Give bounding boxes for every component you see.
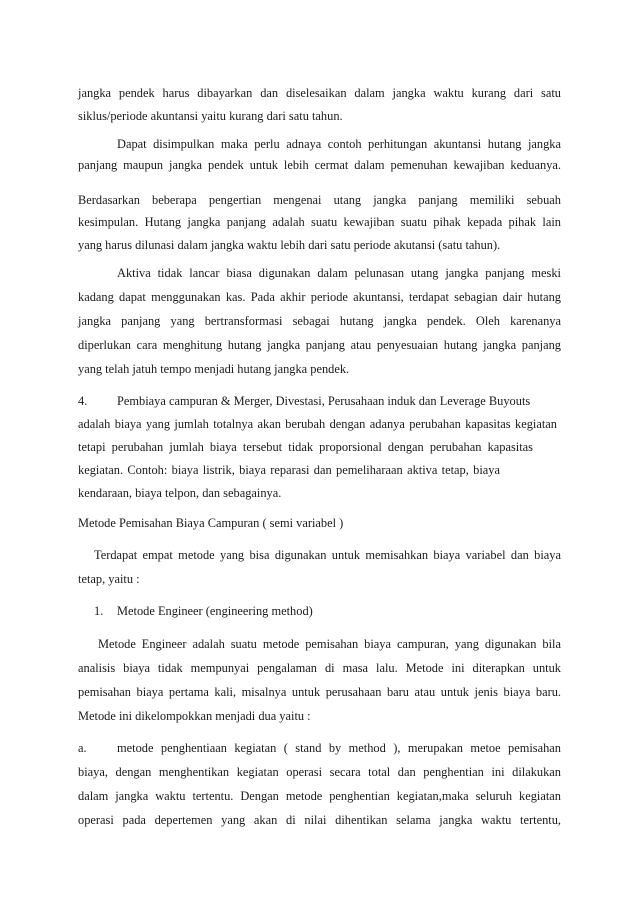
text-line: biaya, dengan menghentikan kegiatan operasi secara total dan penghentian ini dilakukan: [78, 765, 561, 779]
text-line: tetapi perubahan jumlah biaya tersebut tidak proporsional dengan perubahan kapasitas: [78, 440, 533, 454]
text-line: Metode Engineer adalah suatu metode pemisahan biaya campuran, yang digunakan bila: [98, 637, 561, 651]
subsection-heading: Metode Engineer (engineering method): [117, 604, 313, 618]
text-line: siklus/periode akuntansi yaitu kurang dari satu tahun.: [78, 109, 343, 123]
text-line: Terdapat empat metode yang bisa digunakan untuk memisahkan biaya variabel dan biaya: [94, 548, 561, 562]
list-marker-4: 4.: [78, 394, 88, 408]
text-line: Berdasarkan beberapa pengertian mengenai utang jangka panjang memiliki sebuah: [78, 193, 561, 207]
text-line: Dapat disimpulkan maka perlu adnaya contoh perhitungan akuntansi hutang jangka: [117, 137, 561, 151]
text-line: kendaraan, biaya telpon, dan sebagainya.: [78, 486, 282, 500]
text-line: kesimpulan. Hutang jangka panjang adalah suatu kewajiban suatu pihak kepada pihak lain: [78, 215, 561, 229]
text-line: Aktiva tidak lancar biasa digunakan dalam pelunasan utang jangka panjang meski: [117, 266, 561, 280]
text-line: yang telah jatuh tempo menjadi hutang jangka pendek.: [78, 362, 350, 376]
text-line: kadang dapat menggunakan kas. Pada akhir periode akuntansi, terdapat sebagian dair hutang: [78, 290, 561, 304]
list-marker-a: a.: [78, 741, 87, 755]
text-line: jangka pendek harus dibayarkan dan diselesaikan dalam jangka waktu kurang dari satu: [78, 86, 561, 100]
text-line: Metode ini dikelompokkan menjadi dua yaitu :: [78, 709, 311, 723]
text-line: kegiatan. Contoh: biaya listrik, biaya reparasi dan pemeliharaan aktiva tetap, biaya: [78, 463, 500, 477]
text-line: pemisahan biaya pertama kali, misalnya untuk perusahaan baru atau untuk jenis biaya baru.: [78, 685, 561, 699]
text-line: tetap, yaitu :: [78, 572, 140, 586]
text-line: dalam jangka waktu tertentu. Dengan metode penghentian kegiatan,maka seluruh kegiatan: [78, 789, 561, 803]
section-heading-line: Pembiaya campuran & Merger, Divestasi, Perusahaan induk dan Leverage Buyouts: [117, 394, 531, 408]
text-line: jangka panjang yang bertransformasi sebagai hutang jangka pendek. Oleh karenanya: [78, 314, 561, 328]
text-line: operasi pada depertemen yang akan di nilai dihentikan selama jangka waktu tertentu,: [78, 813, 561, 827]
text-line: metode penghentiaan kegiatan ( stand by method ), merupakan metoe pemisahan: [117, 741, 561, 755]
text-line: panjang maupun jangka pendek untuk lebih cermat dalam pemenuhan kewajiban keduanya.: [78, 158, 561, 172]
text-line: yang harus dilunasi dalam jangka waktu lebih dari satu periode akutansi (satu tahun).: [78, 238, 501, 252]
text-line: adalah biaya yang jumlah totalnya akan berubah dengan adanya perubahan kapasitas kegiatan: [78, 417, 557, 431]
section-heading: Metode Pemisahan Biaya Campuran ( semi variabel ): [78, 516, 344, 530]
list-marker-1: 1.: [94, 604, 104, 618]
text-line: analisis biaya tidak mempunyai pengalaman di masa lalu. Metode ini diterapkan untuk: [78, 661, 561, 675]
text-line: diperlukan cara menghitung hutang jangka panjang atau penyesuaian hutang jangka panjang: [78, 338, 561, 352]
